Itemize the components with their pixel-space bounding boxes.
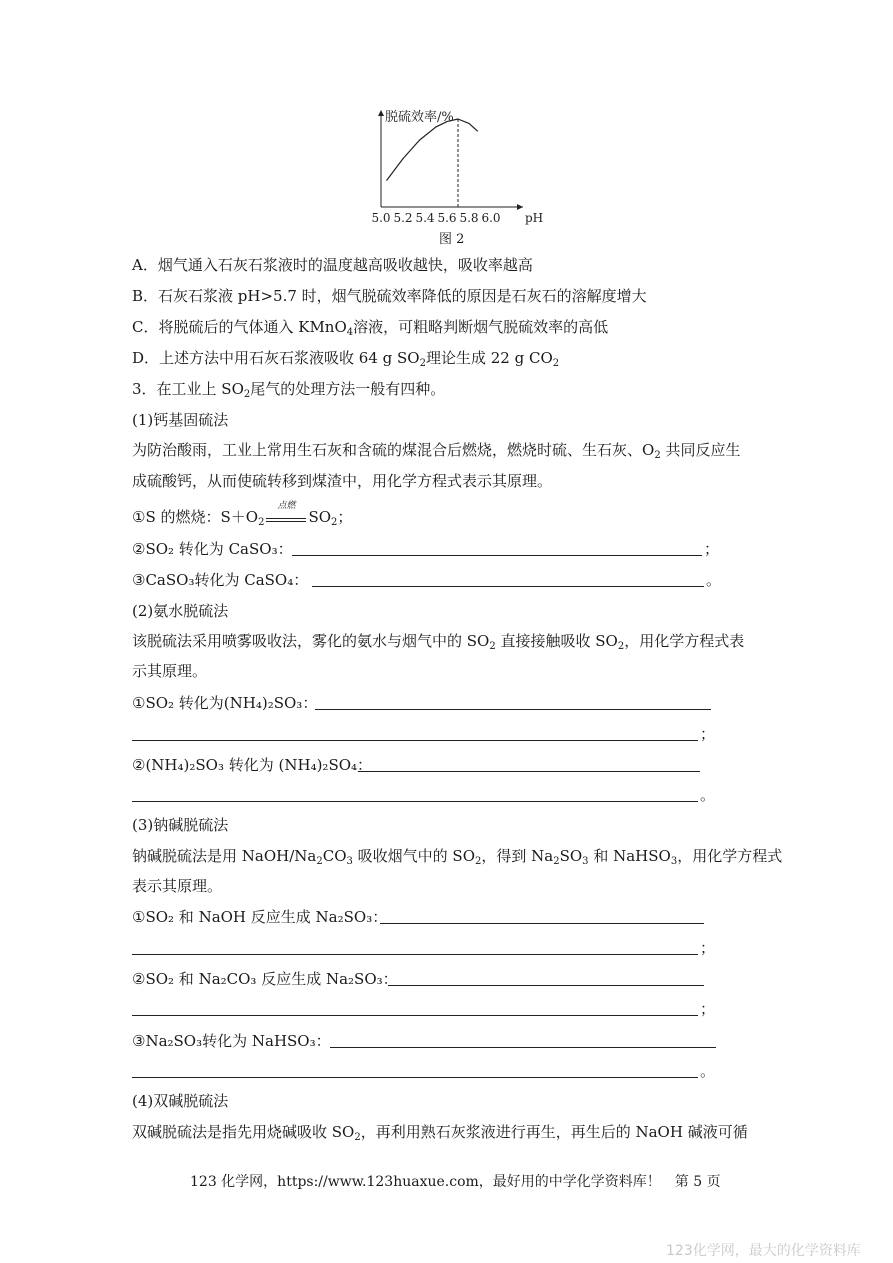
section-3-item-2-label: ②SO₂ 和 Na₂CO₃ 反应生成 Na₂SO₃： — [132, 970, 398, 988]
figure-2-chart — [362, 104, 544, 246]
section-1-item-2-label: ②SO₂ 转化为 CaSO₃： — [132, 540, 293, 558]
x-tick-label: 5.0 — [371, 211, 391, 225]
answer-blank[interactable] — [132, 801, 698, 802]
section-2-item-1-label: ①SO₂ 转化为(NH₄)₂SO₃： — [132, 694, 318, 712]
option-c: C．将脱硫后的气体通入 KMnO$_4$溶液，可粗略判断烟气脱硫效率的高低 — [132, 318, 609, 338]
x-tick-label: 5.4 — [415, 211, 435, 225]
option-d: D．上述方法中用石灰石浆液吸收 64 g $SO_2$理论生成 22 g $CO_2$ — [132, 349, 560, 369]
answer-blank[interactable] — [312, 586, 704, 587]
y-axis-label: 脱硫效率/% — [385, 110, 454, 125]
item-end-mark: ； — [700, 725, 716, 743]
y-axis-arrow-icon — [378, 110, 384, 116]
section-2-para-1: 该脱硫法采用喷雾吸收法，雾化的氨水与烟气中的 $SO_2$ 直接接触吸收 $SO_2$，用化学方程式表 — [132, 632, 745, 652]
x-tick-label: 5.2 — [393, 211, 413, 225]
efficiency-curve — [387, 119, 478, 181]
section-4-para-1: 双碱脱硫法是指先用烧碱吸收 $SO_2$，再利用熟石灰浆液进行再生，再生后的 NaOH 碱液可循 — [132, 1123, 748, 1143]
x-tick-label: 5.6 — [437, 211, 457, 225]
answer-blank[interactable] — [132, 954, 698, 955]
section-3-item-1-label: ①SO₂ 和 NaOH 反应生成 Na₂SO₃： — [132, 908, 388, 926]
answer-blank[interactable] — [388, 985, 704, 986]
site-watermark: 123化学网，最大的化学资料库 — [666, 1243, 861, 1259]
section-2-title: (2)氨水脱硫法 — [132, 602, 229, 620]
section-1-para-2: 成硫酸钙，从而使硫转移到煤渣中，用化学方程式表示其原理。 — [132, 472, 553, 490]
ignition-condition: 点燃 — [277, 501, 296, 511]
x-axis-label: pH — [525, 211, 544, 225]
answer-blank[interactable] — [292, 555, 702, 556]
answer-blank[interactable] — [315, 709, 711, 710]
answer-blank[interactable] — [358, 771, 700, 772]
section-1-title: (1)钙基固硫法 — [132, 411, 229, 429]
section-2-item-2-label: ②(NH₄)₂SO₃ 转化为 (NH₄)₂SO₄： — [132, 756, 373, 774]
item-end-mark: 。 — [700, 786, 716, 804]
answer-blank[interactable] — [330, 1047, 716, 1048]
x-axis-arrow-icon — [517, 204, 523, 210]
answer-blank[interactable] — [132, 1015, 698, 1016]
section-3-para-2: 表示其原理。 — [132, 877, 223, 895]
section-1-item-1: ①S 的燃烧：$S+O_2$ 点燃 $SO_2$； — [132, 506, 352, 528]
page-footer: 123 化学网，https://www.123huaxue.com，最好用的中学化学资料库！ 第 5 页 — [190, 1174, 721, 1190]
section-1-item-3-label: ③CaSO₃转化为 CaSO₄： — [132, 571, 309, 589]
item-end-mark: 。 — [706, 571, 722, 589]
section-3-para-1: 钠碱脱硫法是用 NaOH/$Na_2CO_3$ 吸收烟气中的 $SO_2$，得到 $Na_2SO_3$ 和 NaHSO$_3$，用化学方程式 — [132, 847, 783, 867]
section-3-item-3-label: ③Na₂SO₃转化为 NaHSO₃： — [132, 1032, 331, 1050]
answer-blank[interactable] — [380, 923, 704, 924]
item-end-mark: ； — [700, 939, 716, 957]
ph-efficiency-chart — [362, 104, 544, 246]
item-end-mark: ； — [700, 1000, 716, 1018]
section-3-title: (3)钠碱脱硫法 — [132, 816, 229, 834]
answer-blank[interactable] — [132, 1077, 698, 1078]
section-2-para-2: 示其原理。 — [132, 662, 208, 680]
figure-caption: 图 2 — [439, 232, 465, 247]
section-4-title: (4)双碱脱硫法 — [132, 1092, 229, 1110]
section-1-para-1: 为防治酸雨，工业上常用生石灰和含硫的煤混合后燃烧，燃烧时硫、生石灰、$O_2$ 共同反应生 — [132, 441, 741, 461]
x-tick-label: 6.0 — [481, 211, 501, 225]
option-b: B．石灰石浆液 pH>5.7 时，烟气脱硫效率降低的原因是石灰石的溶解度增大 — [132, 287, 647, 305]
answer-blank[interactable] — [132, 740, 698, 741]
option-a: A．烟气通入石灰石浆液时的温度越高吸收越快，吸收率越高 — [132, 256, 533, 274]
x-tick-label: 5.8 — [459, 211, 479, 225]
item-end-mark: 。 — [700, 1062, 716, 1080]
item-end-mark: ； — [704, 540, 720, 558]
question-3-intro: 3．在工业上 $SO_2$尾气的处理方法一般有四种。 — [132, 380, 446, 400]
